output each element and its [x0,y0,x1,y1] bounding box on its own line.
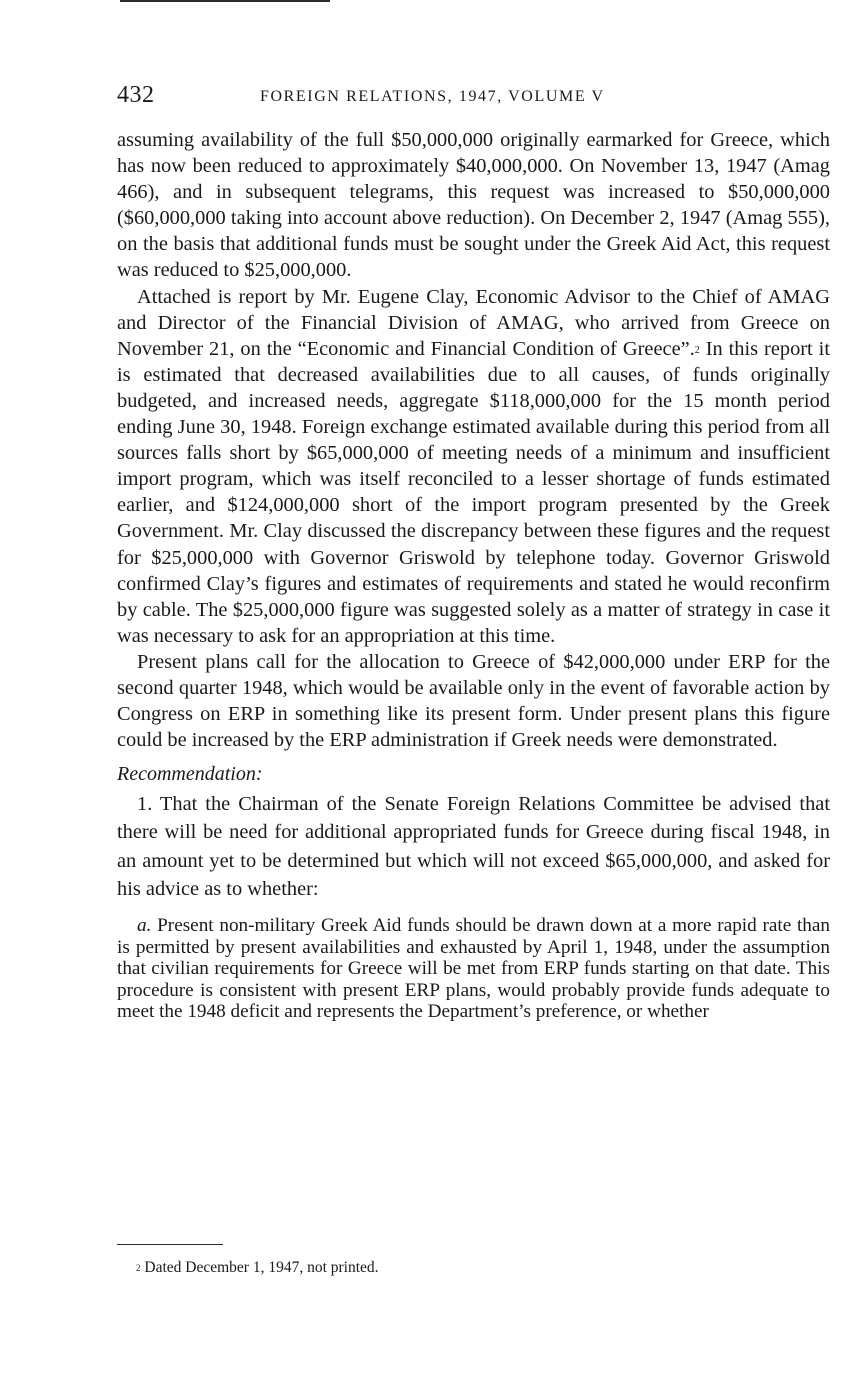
recommendation-heading: Recommendation: [117,763,263,786]
footnote [136,1258,379,1278]
paragraph-present-plans: Present plans call for the allocation to Greece of $42,000,000 under ERP for the second quarter 1948, which would be available only in the event of favorable action by Congress on ERP in something like its present form. Under present plans this figure could be increased by the ERP administration if Greek needs were demonstrated. [117,650,830,752]
footnote-text: Dated December 1, 1947, not printed. [140,1259,379,1276]
footnote-marker: 2 [136,1263,141,1273]
paragraph-continued: assuming availability of the full $50,000,000 originally earmarked for Greece, which has now been reduced to approximately $40,000,000. On November 13, 1947 (Amag 466), and in subsequent telegrams, this request was increased to $50,000,000 ($60,000,000 taking into account above reduction). On December 2, 1947 (Amag 555), on the basis that additional funds must be sought under the Greek Aid Act, this request was reduced to $25,000,000. [117,129,830,282]
page-number: 432 [117,82,155,108]
footnote-reference[interactable]: 2 [694,344,700,356]
paragraph-clay-report-part2: In this report it is estimated that decreased availabilities due to all causes, of funds originally budgeted, and increased needs, aggregate $118,000,000 for the 15 month period ending June 30, 1948. Foreign exchange estimated available during this period from all sources falls short by $65,000,000 of meeting needs of a minimum and insufficient import program, which was itself reconciled to a lesser shortage of funds estimated earlier, and $124,000,000 short of the import program presented by the Greek Government. Mr. Clay discussed the discrepancy between these figures and the request for $25,000,000 with Governor Griswold by telephone today. Governor Griswold confirmed Clay’s figures and estimates of requirements and stated he would reconfirm by cable. The $25,000,000 figure was suggested solely as a matter of strategy in case it was necessary to ask for an appropriation at this time. [117,337,830,647]
running-head: FOREIGN RELATIONS, 1947, VOLUME V [260,88,605,105]
footnote-divider [117,1244,223,1245]
page-header [117,82,830,114]
page-body [117,127,830,1023]
top-edge-rule [120,0,330,2]
subitem-a-text: Present non-military Greek Aid funds should be drawn down at a more rapid rate than is permitted by present availabilities and exhausted by April 1, 1948, under the assumption that civilian requirements for Greece will be met from ERP funds starting on that date. This procedure is consistent with present ERP plans, would probably provide funds adequate to meet the 1948 deficit and represents the Department’s preference, or whether [117,915,830,1023]
paragraph-clay-report [117,284,830,649]
subitem-a-letter: a. [137,915,152,937]
recommendation-subitem-a [117,915,830,1023]
paragraph-clay-report-part1: Attached is report by Mr. Eugene Clay, Economic Advisor to the Chief of AMAG and Director of the Financial Division of AMAG, who arrived from Greece on November 21, on the “Economic and Financial Condition of Greece”. [117,285,830,360]
recommendation-item-1: 1. That the Chairman of the Senate Foreign Relations Committee be advised that there will be need for additional appropriated funds for Greece during fiscal 1948, in an amount yet to be determined but which will not exceed $65,000,000, and asked for his advice as to whether: [117,793,830,900]
